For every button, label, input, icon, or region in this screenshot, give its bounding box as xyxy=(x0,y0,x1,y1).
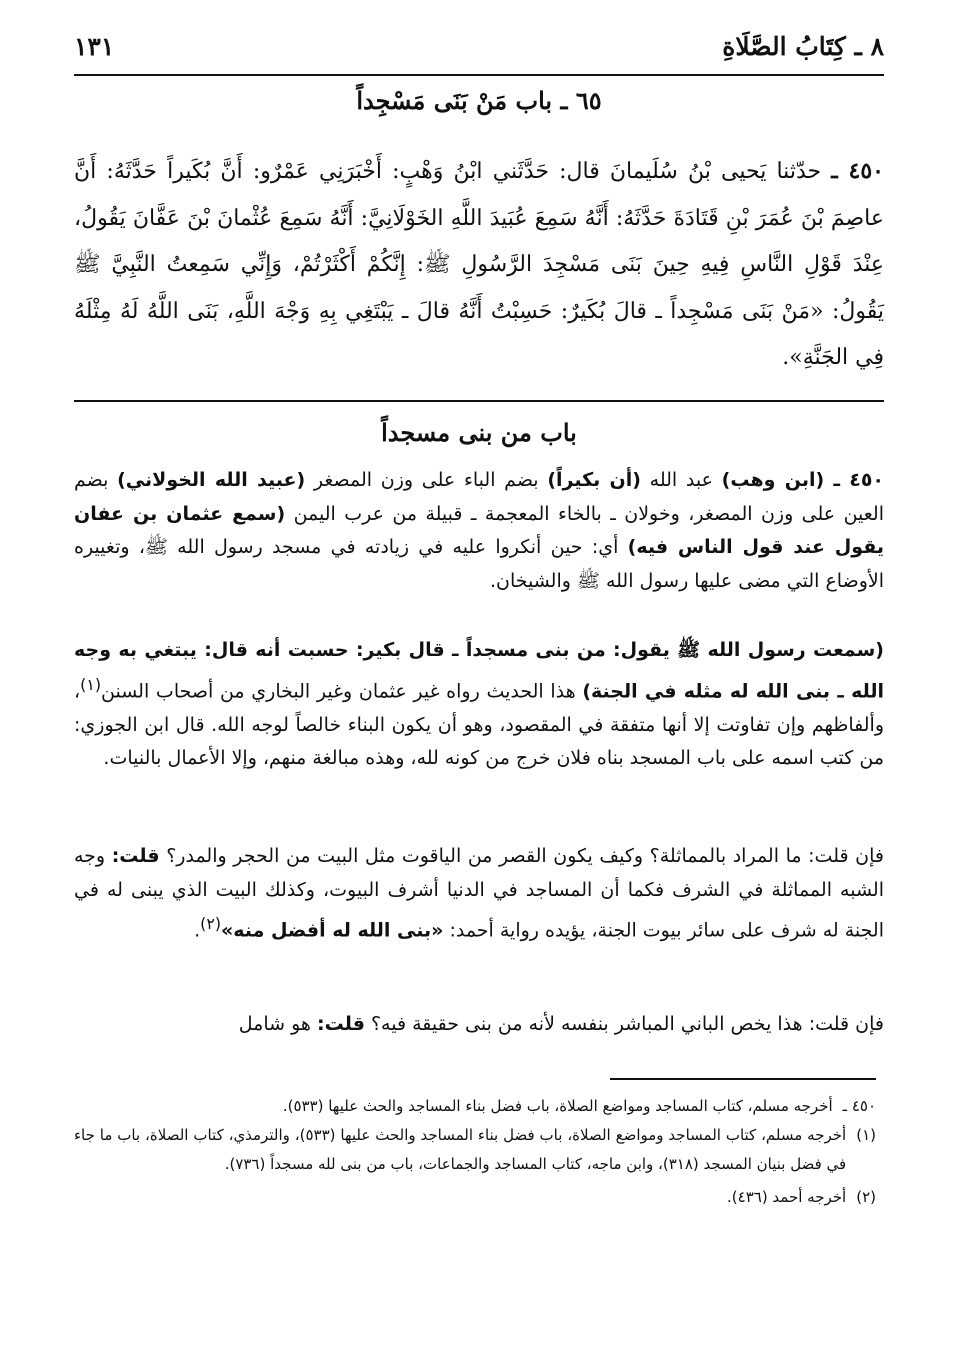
hadith-number: ٤٥٠ ـ xyxy=(831,158,884,184)
commentary-quote: (أن بكيراً) xyxy=(547,469,641,491)
footnote-text: أخرجه مسلم، كتاب المساجد ومواضع الصلاة، باب فضل بناء المساجد والحث عليها (٥٣٣). xyxy=(282,1097,833,1115)
sharh-chapter-title: باب من بنى مسجداً xyxy=(381,418,577,447)
commentary-number: ٤٥٠ ـ xyxy=(824,469,885,491)
commentary-text: فإن قلت: ما المراد بالمماثلة؟ وكيف يكون القصر من الياقوت مثل البيت من الحجر والمدر؟ xyxy=(159,845,884,867)
commentary-text: . xyxy=(194,919,201,942)
commentary-paragraph-1 xyxy=(74,464,884,598)
commentary-quote: (سمعت رسول الله ﷺ يقول: من بنى مسجداً ـ قال بكير: حسبت أنه قال: يبتغي به وجه الله ـ بنى الله له مثله في الجنة) xyxy=(74,639,884,702)
section-divider xyxy=(74,400,884,402)
commentary-text: هو شامل xyxy=(238,1013,317,1035)
footnote-2 xyxy=(74,1183,876,1212)
commentary-quote: (ابن وهب) xyxy=(721,469,825,491)
commentary-quote: (عبيد الله الخولاني) xyxy=(117,469,306,491)
commentary-text: أي: حين أنكروا عليه في زيادته في مسجد رسول الله ﷺ، وتغييره الأوضاع التي مضى عليها رسول الله ﷺ والشيخان. xyxy=(74,536,884,592)
footnote-ref-2[interactable]: (٢) xyxy=(200,914,222,934)
commentary-text: هذا الحديث رواه غير عثمان وغير البخاري من أصحاب السنن xyxy=(101,679,583,702)
answer-label: قلت: xyxy=(317,1013,365,1035)
commentary-text: بضم العين على وزن المصغر، وخولان ـ بالخاء المعجمة ـ قبيلة من عرب اليمن xyxy=(74,469,884,525)
matn-chapter-title: ٦٥ ـ باب مَنْ بَنَى مَسْجِداً xyxy=(356,86,602,115)
footnote-1 xyxy=(74,1121,876,1179)
footnote-number: (٢) xyxy=(856,1188,876,1206)
chapter-title: ٨ ـ كِتَابُ الصَّلَاةِ xyxy=(722,31,884,61)
commentary-text: بضم الباء على وزن المصغر xyxy=(305,469,548,491)
commentary-text: فإن قلت: هذا يخص الباني المباشر بنفسه لأنه من بنى حقيقة فيه؟ xyxy=(364,1013,884,1035)
footnote-ref-1[interactable]: (١) xyxy=(80,674,102,694)
commentary-text: عبد الله xyxy=(640,469,722,491)
commentary-text: ، وألفاظهم وإن تفاوتت إلا أنها متفقة في المقصود، وهو أن يكون البناء خالصاً لوجه الله. قال ابن الجوزي: من كتب اسمه على باب المسجد بناه فلان خرج من كونه لله، وهذه مبالغة منهم، وإلا الأعمال بالنيات. xyxy=(74,679,884,770)
answer-label: قلت: xyxy=(111,845,160,867)
footnote-hadith xyxy=(74,1092,876,1121)
footnote-number: ٤٥٠ ـ xyxy=(842,1097,876,1115)
footnote-text: أخرجه أحمد (٤٣٦). xyxy=(727,1188,847,1206)
commentary-quote: (سمع عثمان بن عفان يقول عند قول الناس فيه) xyxy=(74,502,885,559)
hadith-text: حدّثنا يَحيى بْنُ سُلَيمانَ قال: حَدَّثَني ابْنُ وَهْبٍ: أَخْبَرَنِي عَمْرٌو: أَنَّ بُكَيراً حَدَّثَهُ: أَنَّ عاصِمَ بْنَ عُمَرَ بْنِ قَتَادَةَ حَدَّثَهُ: أَنَّهُ سَمِعَ عُبَيدَ اللَّهِ الخَوْلَانِيَّ: أَنَّهُ سَمِعَ عُثْمانَ بْنَ عَفَّانَ يَقُولُ، عِنْدَ قَوْلِ النَّاسِ فِيهِ حِينَ بَنَى مَسْجِدَ الرَّسُولِ ﷺ: إِنَّكُمْ أَكْثَرْتُمْ، وَإِنِّي سَمِعتُ النَّبِيَّ ﷺ يَقُولُ: «مَنْ بَنَى مَسْجِداً ـ قالَ بُكَيرٌ: حَسِبْتُ أَنَّهُ قالَ ـ يَبْتَغِي بِهِ وَجْهَ اللَّهِ، بَنَى اللَّهُ لَهُ مِثْلَهُ فِي الجَنَّةِ». xyxy=(74,159,884,370)
footnotes xyxy=(74,1092,876,1212)
running-header xyxy=(74,24,884,68)
footnote-rule xyxy=(610,1078,876,1080)
footnote-number: (١) xyxy=(856,1126,876,1144)
commentary-paragraph-3 xyxy=(74,840,884,948)
hadith-text-block xyxy=(74,148,884,382)
header-rule xyxy=(74,74,884,76)
commentary-paragraph-2 xyxy=(74,634,884,776)
commentary-quote: «بنى الله له أفضل منه» xyxy=(221,919,444,942)
page-number: ١٣١ xyxy=(74,31,115,61)
commentary-paragraph-4 xyxy=(74,1008,884,1042)
commentary-text: وجه الشبه المماثلة في الشرف فكما أن المساجد في الدنيا أشرف البيوت، وكذلك البيت الذي يبنى له في الجنة له شرف على سائر بيوت الجنة، يؤيده رواية أحمد: xyxy=(74,845,884,942)
footnote-text: أخرجه مسلم، كتاب المساجد ومواضع الصلاة، باب فضل بناء المساجد والحث عليها (٥٣٣)، والترمذي، كتاب الصلاة، باب ما جاء في فضل بنيان المسجد (٣١٨)، وابن ماجه، كتاب المساجد والجماعات، باب من بنى لله مسجداً (٧٣٦). xyxy=(74,1126,847,1173)
